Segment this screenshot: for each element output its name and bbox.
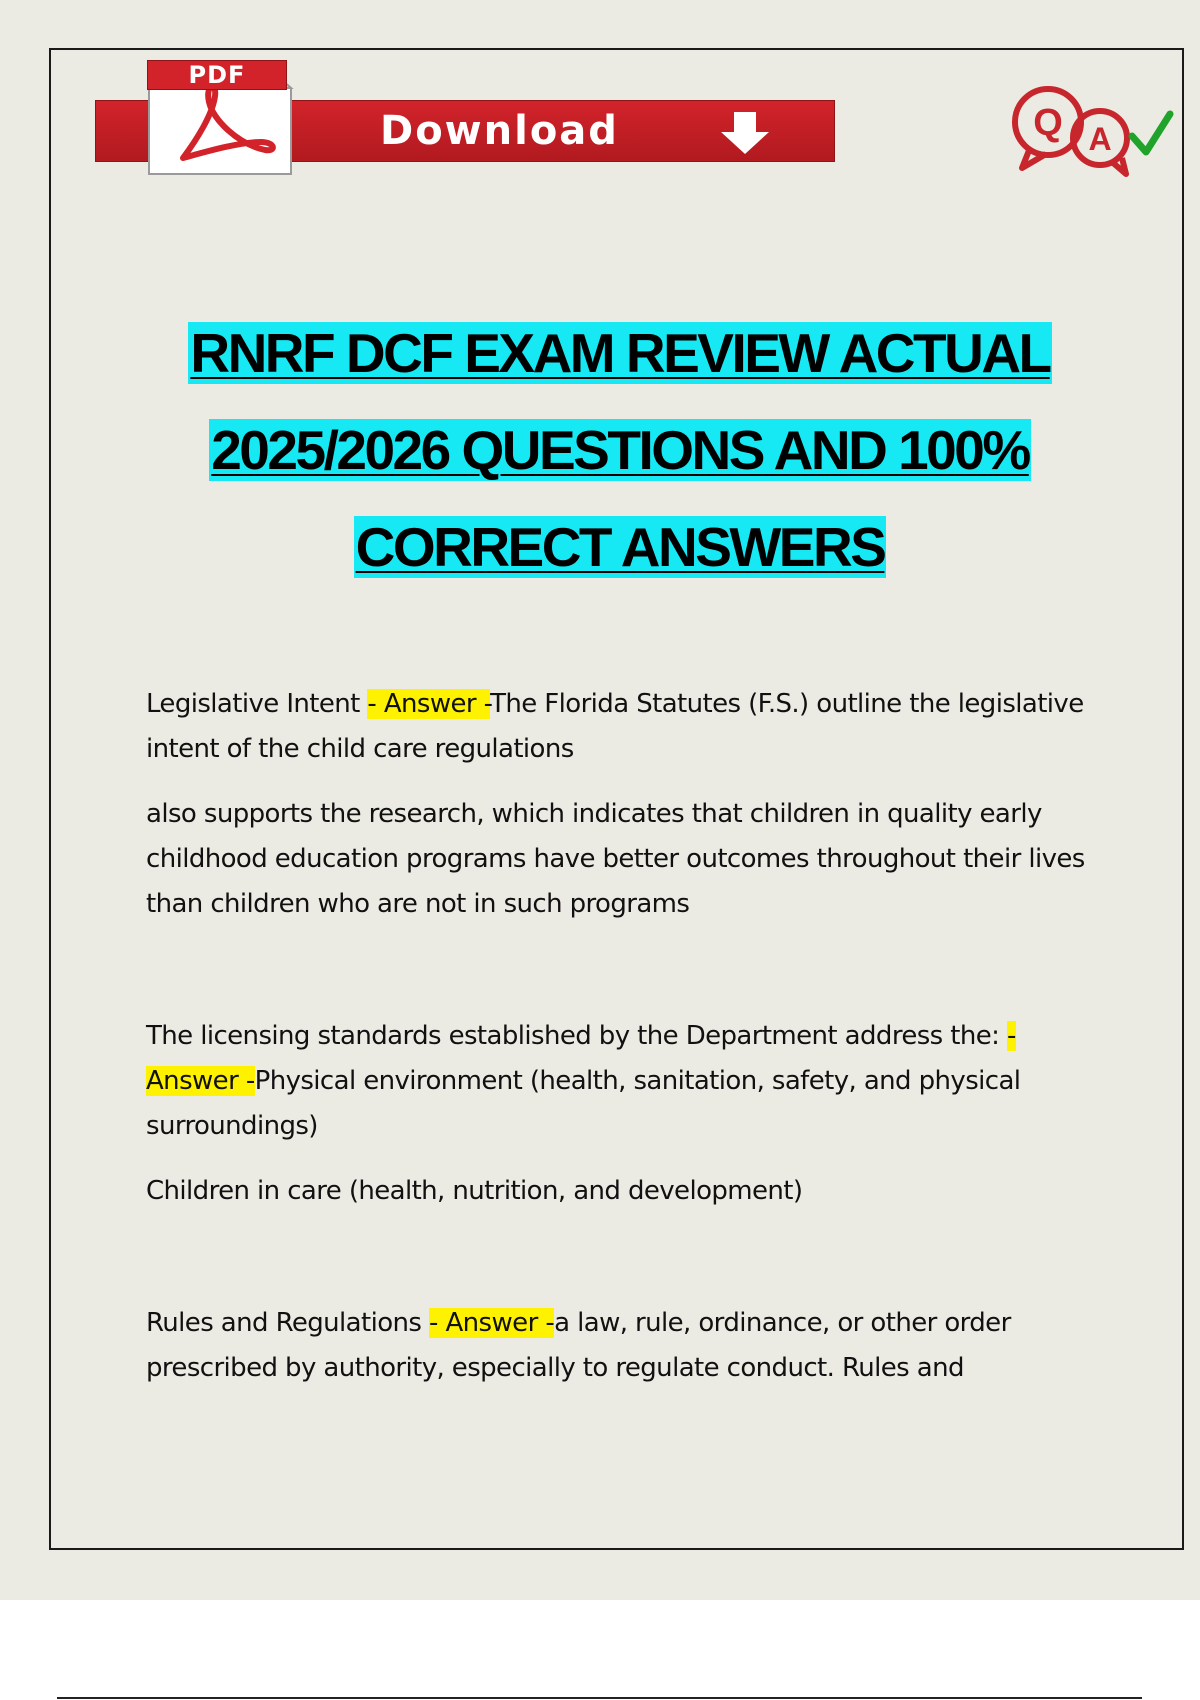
question-term: Legislative Intent xyxy=(146,689,368,719)
pdf-file-icon xyxy=(143,58,295,176)
answer-text: Physical environment (health, sanitation, safety, and physical surroundings) xyxy=(146,1066,1021,1141)
pdf-tab-label: PDF xyxy=(147,60,287,90)
answer-tag: - Answer - xyxy=(367,689,491,719)
title-line-1: RNRF DCF EXAM REVIEW ACTUAL xyxy=(190,322,1050,384)
question-term: Rules and Regulations xyxy=(146,1308,430,1338)
title-line-2: 2025/2026 QUESTIONS AND 100% xyxy=(211,419,1029,481)
answer-tag: - Answer - xyxy=(146,1021,1016,1096)
answer-text: The Florida Statutes (F.S.) outline the legislative intent of the child care regulations xyxy=(146,689,1084,764)
down-arrow-icon xyxy=(717,108,773,158)
question-term: The licensing standards established by the Department address the: xyxy=(146,1021,1007,1051)
answer-tag: - Answer - xyxy=(429,1308,555,1338)
download-label: Download xyxy=(380,108,619,154)
answer-continuation: Children in care (health, nutrition, and development) xyxy=(146,1176,803,1206)
qa-item xyxy=(146,682,1106,772)
qa-logo-q: Q xyxy=(1033,102,1063,144)
answer-text: a law, rule, ordinance, or other order prescribed by authority, especially to regulate conduct. Rules and xyxy=(146,1308,1011,1383)
qa-content xyxy=(146,682,1106,1391)
footer-divider xyxy=(57,1697,1142,1699)
title-line-3: CORRECT ANSWERS xyxy=(355,516,885,578)
qa-logo-a: A xyxy=(1088,121,1112,157)
checkmark-icon xyxy=(1132,114,1170,152)
document-title xyxy=(100,305,1140,596)
qa-item xyxy=(146,1301,1106,1391)
qa-item xyxy=(146,1014,1106,1149)
answer-continuation: also supports the research, which indicates that children in quality early childhood education programs have better outcomes throughout their lives than children who are not in such programs xyxy=(146,799,1085,919)
pdf-download-banner[interactable] xyxy=(95,58,840,173)
qa-logo-icon xyxy=(1008,82,1178,178)
